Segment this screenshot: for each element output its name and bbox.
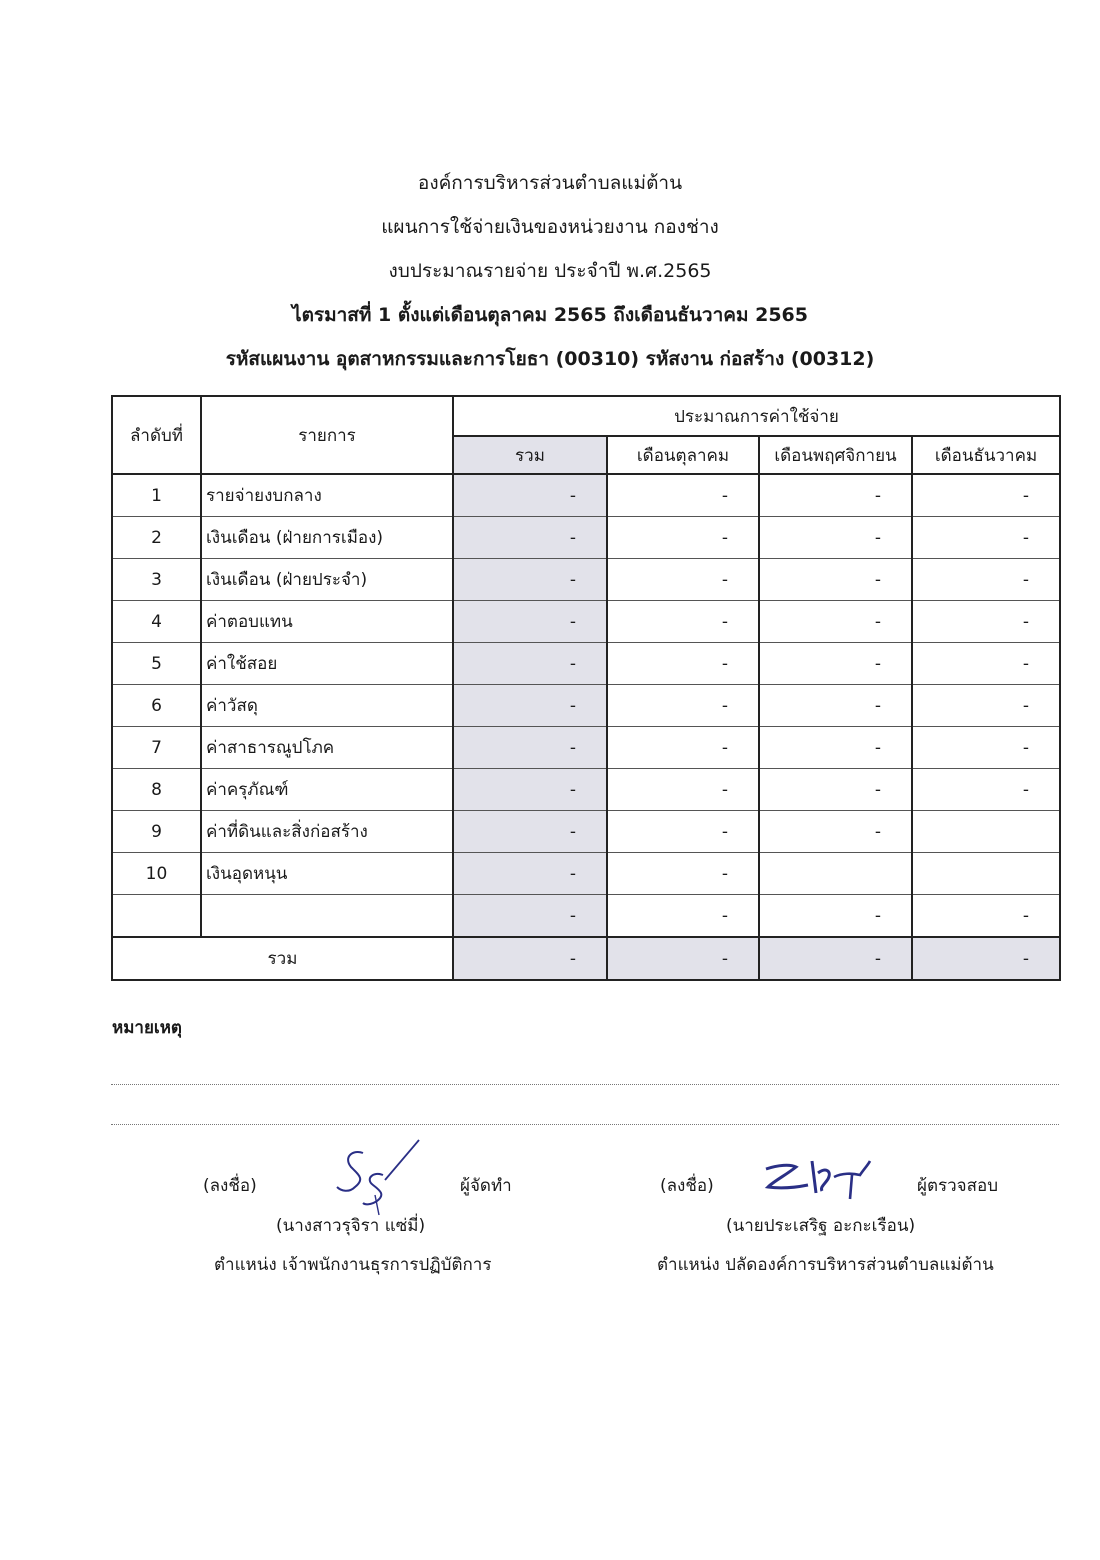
table-row [112, 811, 1060, 853]
row-no: 7 [112, 727, 201, 769]
row-total: - [453, 517, 607, 559]
plan-title: แผนการใช้จ่ายเงินของหน่วยงาน กองช่าง [381, 216, 719, 238]
header-nov: เดือนพฤศจิกายน [759, 436, 912, 474]
total-row [112, 937, 1060, 980]
note-line [111, 1084, 1059, 1085]
row-item: ค่าตอบแทน [201, 601, 453, 643]
row-no: 2 [112, 517, 201, 559]
total-dec: - [912, 937, 1060, 980]
table-row [112, 685, 1060, 727]
row-oct: - [607, 559, 759, 601]
row-no: 8 [112, 769, 201, 811]
total-nov: - [759, 937, 912, 980]
row-dec: - [912, 685, 1060, 727]
codes-title: รหัสแผนงาน อุตสาหกรรมและการโยธา (00310) รหัสงาน ก่อสร้าง (00312) [225, 348, 875, 370]
left-role: ผู้จัดทำ [460, 1176, 512, 1196]
total-oct: - [607, 937, 759, 980]
row-oct: - [607, 895, 759, 938]
row-nov: - [759, 559, 912, 601]
total-sum: - [453, 937, 607, 980]
row-dec: - [912, 643, 1060, 685]
row-dec: - [912, 727, 1060, 769]
row-dec: - [912, 601, 1060, 643]
table-row [112, 643, 1060, 685]
row-item: ค่าสาธารณูปโภค [201, 727, 453, 769]
row-total: - [453, 474, 607, 517]
row-oct: - [607, 474, 759, 517]
quarter-title: ไตรมาสที่ 1 ตั้งแต่เดือนตุลาคม 2565 ถึงเดือนธันวาคม 2565 [292, 304, 808, 326]
row-dec: - [912, 559, 1060, 601]
row-no: 4 [112, 601, 201, 643]
row-oct: - [607, 769, 759, 811]
row-nov: - [759, 685, 912, 727]
budget-title: งบประมาณรายจ่าย ประจำปี พ.ศ.2565 [388, 260, 712, 282]
table-row [112, 769, 1060, 811]
row-no: 9 [112, 811, 201, 853]
row-item: เงินเดือน (ฝ่ายการเมือง) [201, 517, 453, 559]
row-dec: - [912, 769, 1060, 811]
row-total: - [453, 559, 607, 601]
row-oct: - [607, 517, 759, 559]
table-row [112, 895, 1060, 938]
table-row [112, 601, 1060, 643]
row-no [112, 895, 201, 938]
row-nov [759, 853, 912, 895]
row-no: 10 [112, 853, 201, 895]
row-no: 3 [112, 559, 201, 601]
row-nov: - [759, 601, 912, 643]
row-nov: - [759, 727, 912, 769]
row-no: 6 [112, 685, 201, 727]
note-line [111, 1124, 1059, 1125]
row-item: รายจ่ายงบกลาง [201, 474, 453, 517]
row-item [201, 895, 453, 938]
header-estimate-group: ประมาณการค่าใช้จ่าย [453, 396, 1060, 436]
header-item: รายการ [201, 396, 453, 474]
table-row [112, 517, 1060, 559]
table-row [112, 474, 1060, 517]
note-label: หมายเหตุ [112, 1018, 182, 1038]
row-nov: - [759, 895, 912, 938]
row-item: ค่าวัสดุ [201, 685, 453, 727]
row-oct: - [607, 685, 759, 727]
row-dec [912, 853, 1060, 895]
spending-plan-table [111, 395, 1061, 981]
right-role: ผู้ตรวจสอบ [917, 1176, 999, 1196]
left-position: ตำแหน่ง เจ้าพนักงานธุรการปฏิบัติการ [214, 1255, 492, 1275]
row-total: - [453, 895, 607, 938]
row-total: - [453, 643, 607, 685]
row-no: 1 [112, 474, 201, 517]
row-total: - [453, 811, 607, 853]
row-dec: - [912, 474, 1060, 517]
row-item: ค่าใช้สอย [201, 643, 453, 685]
right-signature-image [760, 1155, 875, 1205]
row-item: เงินอุดหนุน [201, 853, 453, 895]
row-oct: - [607, 643, 759, 685]
left-name: (นางสาวรุจิรา แซ่มี่) [276, 1216, 426, 1236]
header-dec: เดือนธันวาคม [912, 436, 1060, 474]
header-oct: เดือนตุลาคม [607, 436, 759, 474]
row-item: ค่าที่ดินและสิ่งก่อสร้าง [201, 811, 453, 853]
row-oct: - [607, 601, 759, 643]
row-no: 5 [112, 643, 201, 685]
table-row [112, 727, 1060, 769]
table-row [112, 853, 1060, 895]
header-total: รวม [453, 436, 607, 474]
row-oct: - [607, 727, 759, 769]
header-no: ลำดับที่ [112, 396, 201, 474]
row-nov: - [759, 811, 912, 853]
total-label: รวม [112, 937, 453, 980]
org-title: องค์การบริหารส่วนตำบลแม่ต้าน [417, 172, 683, 194]
row-nov: - [759, 643, 912, 685]
row-total: - [453, 685, 607, 727]
right-position: ตำแหน่ง ปลัดองค์การบริหารส่วนตำบลแม่ต้าน [657, 1255, 994, 1275]
left-signature-image [325, 1135, 425, 1220]
document-header [0, 172, 1100, 392]
row-dec [912, 811, 1060, 853]
row-total: - [453, 727, 607, 769]
table-row [112, 559, 1060, 601]
row-total: - [453, 601, 607, 643]
row-nov: - [759, 474, 912, 517]
row-total: - [453, 853, 607, 895]
left-sign-prefix: (ลงชื่อ) [203, 1176, 257, 1196]
row-item: ค่าครุภัณฑ์ [201, 769, 453, 811]
row-item: เงินเดือน (ฝ่ายประจำ) [201, 559, 453, 601]
row-oct: - [607, 853, 759, 895]
right-name: (นายประเสริฐ อะกะเรือน) [726, 1216, 916, 1236]
row-dec: - [912, 517, 1060, 559]
right-sign-prefix: (ลงชื่อ) [660, 1176, 714, 1196]
row-nov: - [759, 769, 912, 811]
row-oct: - [607, 811, 759, 853]
row-nov: - [759, 517, 912, 559]
row-total: - [453, 769, 607, 811]
row-dec: - [912, 895, 1060, 938]
